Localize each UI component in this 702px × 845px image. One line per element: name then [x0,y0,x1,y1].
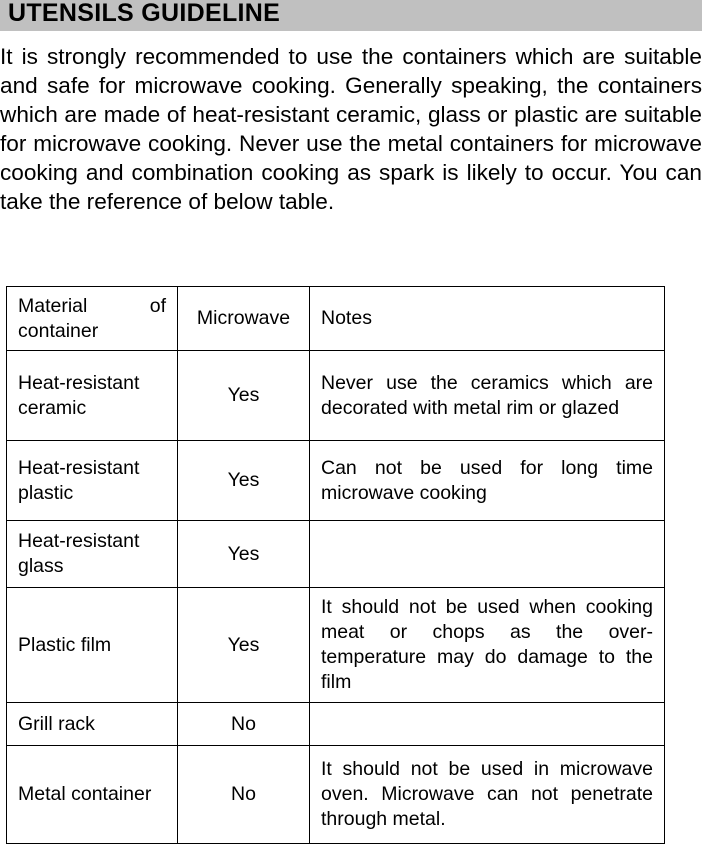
cell-notes [310,703,665,746]
cell-material: Heat-resistant ceramic [7,351,178,441]
cell-microwave: No [178,746,310,844]
cell-material: Metal container [7,746,178,844]
table-row [7,746,665,844]
column-header-notes: Notes [310,287,665,351]
section-title: UTENSILS GUIDELINE [8,0,281,27]
cell-notes: Never use the ceramics which are decorated with metal rim or glazed [310,351,665,441]
cell-microwave: No [178,703,310,746]
section-header-bar [0,0,702,31]
cell-microwave: Yes [178,521,310,588]
cell-notes: It should not be used when cooking meat or chops as the over-temperature may do damage to the film [310,588,665,703]
table-row [7,441,665,521]
column-header-microwave: Microwave [178,287,310,351]
cell-material: Heat-resistant plastic [7,441,178,521]
table-row [7,521,665,588]
cell-notes: Can not be used for long time microwave cooking [310,441,665,521]
table-row [7,703,665,746]
cell-material: Plastic film [7,588,178,703]
cell-material: Grill rack [7,703,178,746]
table-row [7,351,665,441]
column-header-material: Material of container [7,287,178,351]
cell-material: Heat-resistant glass [7,521,178,588]
cell-microwave: Yes [178,351,310,441]
cell-notes: It should not be used in microwave oven. Microwave can not penetrate through metal. [310,746,665,844]
cell-microwave: Yes [178,441,310,521]
utensils-table [6,286,665,844]
cell-microwave: Yes [178,588,310,703]
table-header-row [7,287,665,351]
intro-paragraph: It is strongly recommended to use the containers which are suitable and safe for microwave cooking. Generally speaking, the containers which are made of heat-resistant ceramic, glass or plastic are suitable for microwave cooking. Never use the metal containers for microwave cooking and combination cooking as spark is likely to occur. You can take the reference of below table. [0,44,702,215]
cell-notes [310,521,665,588]
table-row [7,588,665,703]
